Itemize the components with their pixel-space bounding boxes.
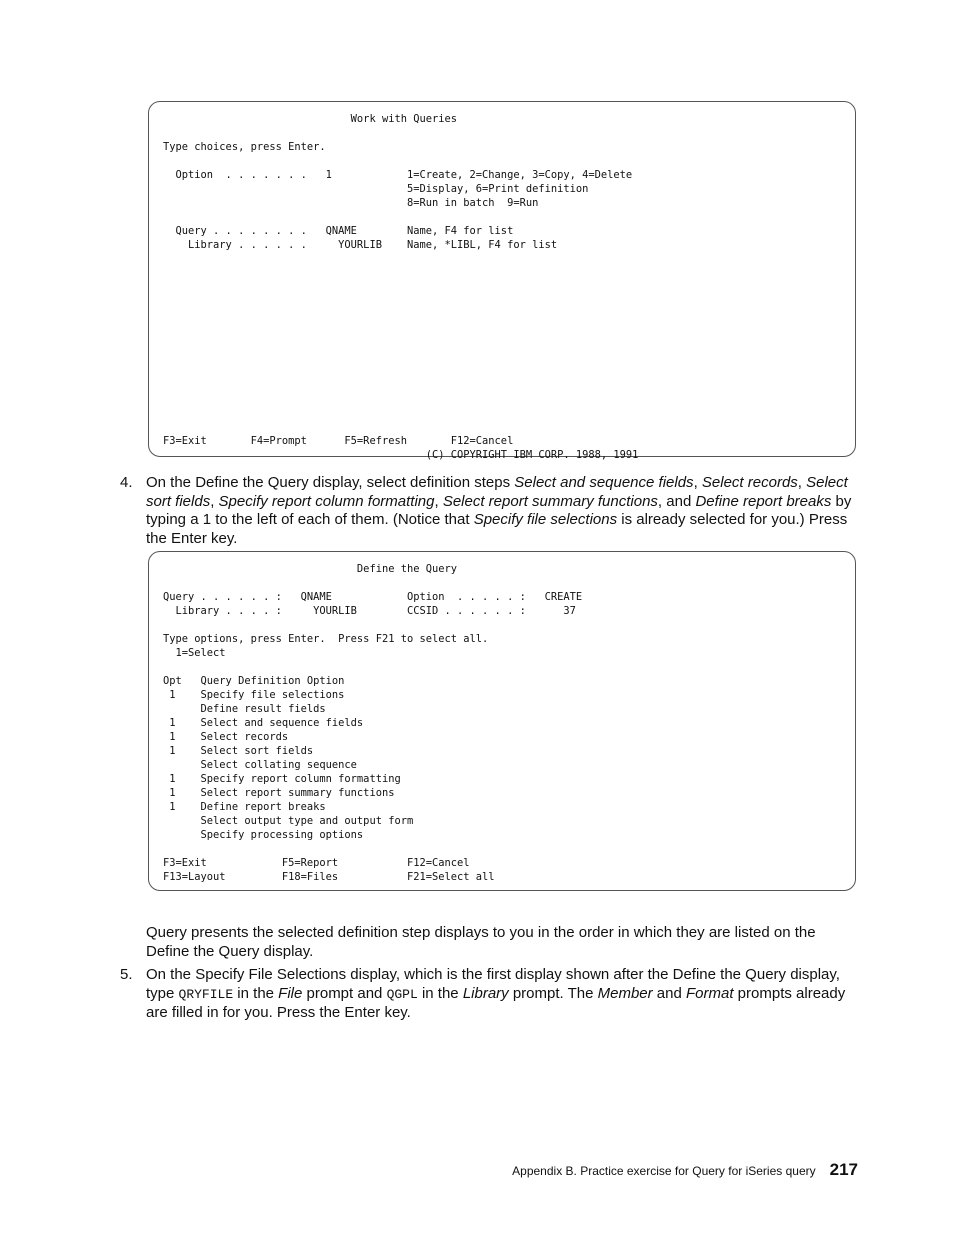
screen-line: Library . . . . . . YOURLIB Name, *LIBL, F4 for list (163, 239, 558, 251)
page-footer (512, 1160, 858, 1180)
screen-line (163, 576, 855, 590)
screen-line: Option . . . . . . . 1 1=Create, 2=Change, 3=Copy, 4=Delete (163, 169, 633, 181)
screen-line: (C) COPYRIGHT IBM CORP. 1988, 1991 (163, 449, 639, 461)
screen-line (163, 280, 855, 294)
screen-line: Specify processing options (163, 829, 364, 841)
screen-line (163, 336, 855, 350)
screen-line (163, 364, 855, 378)
paragraph-after-screen: Query presents the selected definition step displays to you in the order in which they are listed on the Define the Query display. (146, 924, 816, 960)
step-5 (120, 966, 860, 1023)
screen-line (163, 294, 855, 308)
screen-line (163, 618, 855, 632)
screen-line: Query . . . . . . . . QNAME Name, F4 for list (163, 225, 514, 237)
screen-line: Type choices, press Enter. (163, 141, 326, 153)
screen-line: 1 Select sort fields (163, 745, 314, 757)
screen-line (163, 420, 855, 434)
screen-line (163, 252, 855, 266)
screen-line (163, 210, 855, 224)
step-5-text: On the Specify File Selections display, which is the first display shown after the Define the Query display, type QRYFILE in the File prompt and QGPL in the Library prompt. The Member and Format prompts already are filled in for you. Press the Enter key. (146, 966, 846, 1021)
screen-line: 1 Specify report column formatting (163, 773, 401, 785)
screen-line (163, 126, 855, 140)
screen-line: 1 Define report breaks (163, 801, 326, 813)
screen-line: Library . . . . : YOURLIB CCSID . . . . . . : 37 (163, 605, 576, 617)
screen-line (163, 154, 855, 168)
screen-line (163, 392, 855, 406)
screen-line: 1 Specify file selections (163, 689, 345, 701)
screen-line: F3=Exit F5=Report F12=Cancel (163, 857, 470, 869)
footer-text: Appendix B. Practice exercise for Query for iSeries query (512, 1164, 816, 1178)
screen-line: 1 Select report summary functions (163, 787, 395, 799)
step-number: 4. (120, 474, 133, 491)
screen-line (163, 842, 855, 856)
screen-line: 5=Display, 6=Print definition (163, 183, 589, 195)
step-4-text: On the Define the Query display, select definition steps Select and sequence fields, Select records, Select sort fields, Specify report column formatting, Select report summary functions, and Define report breaks by typing a 1 to the left of each of them. (Notice that Specify file selections is already selected for you.) Press the Enter key. (146, 474, 852, 547)
screen-line: F13=Layout F18=Files F21=Select all (163, 871, 495, 883)
screen-line (163, 266, 855, 280)
screen-line (163, 660, 855, 674)
screen-line: 1 Select records (163, 731, 289, 743)
screen-line: Select output type and output form (163, 815, 414, 827)
screen-line: 1 Select and sequence fields (163, 717, 364, 729)
screen-line: Define result fields (163, 703, 326, 715)
step-number: 5. (120, 966, 133, 983)
step-4 (120, 474, 860, 548)
screen-line (163, 308, 855, 322)
define-the-query-screen (148, 551, 856, 891)
screen-line (163, 350, 855, 364)
screen-line: F3=Exit F4=Prompt F5=Refresh F12=Cancel (163, 435, 514, 447)
page-number: 217 (829, 1160, 858, 1179)
screen-line: Type options, press Enter. Press F21 to select all. (163, 633, 489, 645)
screen-line: Select collating sequence (163, 759, 357, 771)
screen-line: Query . . . . . . : QNAME Option . . . . . : CREATE (163, 591, 583, 603)
screen-line: 8=Run in batch 9=Run (163, 197, 539, 209)
screen-line (163, 378, 855, 392)
screen-line: 1=Select (163, 647, 226, 659)
screen-line (163, 406, 855, 420)
screen-line: Opt Query Definition Option (163, 675, 345, 687)
screen-line (163, 322, 855, 336)
work-with-queries-screen (148, 101, 856, 461)
screen-line: Define the Query (163, 563, 458, 575)
screen-line: Work with Queries (163, 113, 458, 125)
